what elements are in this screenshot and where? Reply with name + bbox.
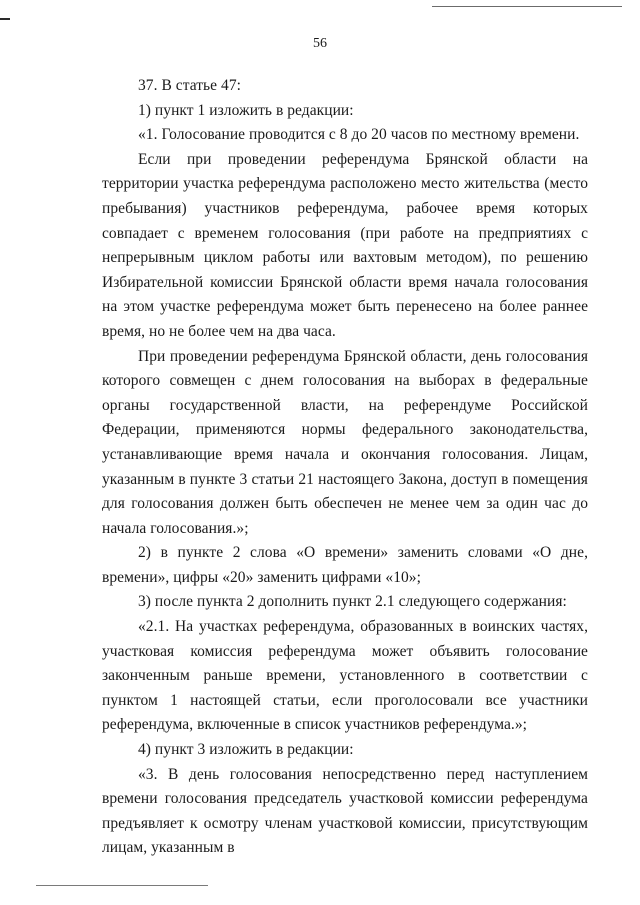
paragraph-ballot-boxes: «3. В день голосования непосредственно перед наступлением времени голосования председатель участковой комиссии референдума предъявляет к осмотру членам участковой комиссии, присутствующим лицам, указанным в [102, 765, 588, 857]
paragraph-article-37: 37. В статье 47: [138, 77, 241, 94]
paragraph-item-4: 4) пункт 3 изложить в редакции: [138, 741, 354, 759]
paragraph-item-1: 1) пункт 1 изложить в редакции: [138, 101, 354, 119]
paragraph-early-start: Если при проведении референдума Брянской области на территории участка референдума расположено место жительства (место пребывания) участников референдума, рабочее время которых совпадает с временем голосования (при работе на предприятиях с непрерывным циклом работы или вахтовым методом), по решению Избирательной комиссии Брянской области время начала голосования на этом участке референдума может быть перенесено на более раннее время, но не более чем на два часа. [102, 150, 588, 340]
scan-edge-line-bottom [36, 885, 208, 886]
paragraph-item-3: 3) после пункта 2 дополнить пункт 2.1 следующего содержания: [138, 593, 567, 611]
scan-edge-mark-left [0, 18, 10, 20]
scan-edge-line-top [432, 6, 622, 7]
page-number: 56 [313, 36, 327, 51]
paragraph-item-2: 2) в пункте 2 слова «О времени» заменить словами «О дне, времени», цифры «20» заменить цифрами «10»; [102, 544, 588, 586]
document-body [102, 74, 588, 861]
paragraph-voting-hours: «1. Голосование проводится с 8 до 20 часов по местному времени. [138, 126, 580, 144]
paragraph-combined-voting: При проведении референдума Брянской области, день голосования которого совмещен с днем голосования на выборах в федеральные органы государственной власти, на референдуме Российской Федерации, применяются нормы федерального законодательства, устанавливающие время начала и окончания голосования. Лицам, указанным в пункте 3 статьи 21 настоящего Закона, доступ в помещения для голосования должен быть обеспечен не менее чем за один час до начала голосования.»; [102, 347, 588, 537]
paragraph-military-units: «2.1. На участках референдума, образованных в воинских частях, участковая комиссия референдума может объявить голосование законченным раньше времени, установленного в соответствии с пунктом 1 настоящей статьи, если проголосовали все участники референдума, включенные в список участников референдума.»; [102, 618, 588, 734]
